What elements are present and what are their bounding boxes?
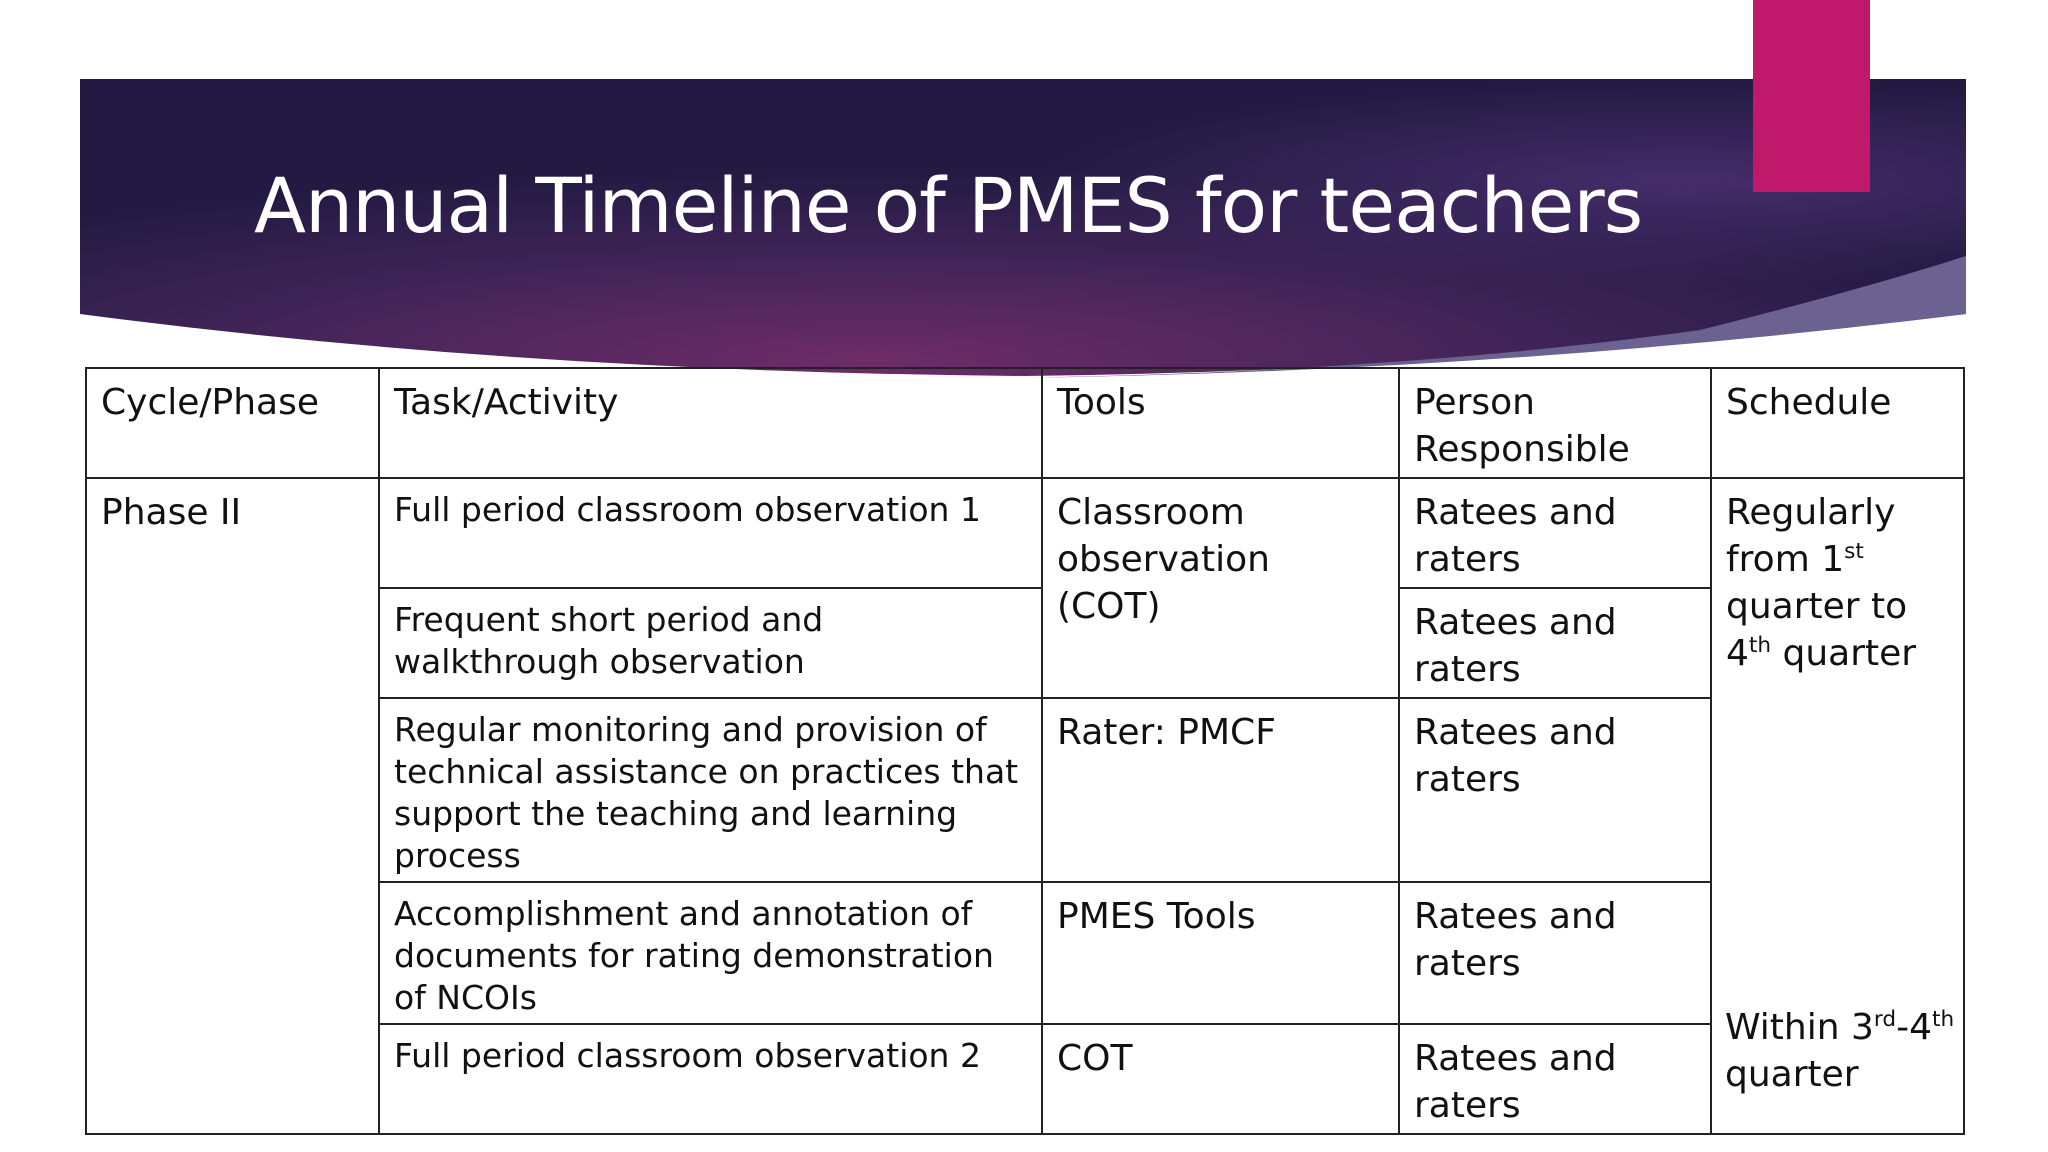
tools-cell: PMES Tools — [1042, 882, 1399, 1024]
header-person-responsible: Person Responsible — [1399, 368, 1711, 478]
header-tools: Tools — [1042, 368, 1399, 478]
header-task-activity: Task/Activity — [379, 368, 1042, 478]
accent-bar — [1753, 0, 1870, 192]
phase-cell: Phase II — [86, 478, 379, 1134]
task-cell: Regular monitoring and provision of technical assistance on practices that support the teaching and learning process — [379, 698, 1042, 882]
header-cycle-phase: Cycle/Phase — [86, 368, 379, 478]
person-cell: Ratees and raters — [1399, 1024, 1711, 1134]
task-cell: Full period classroom observation 2 — [379, 1024, 1042, 1134]
tools-cell: COT — [1042, 1024, 1399, 1134]
person-cell: Ratees and raters — [1399, 478, 1711, 588]
person-cell: Ratees and raters — [1399, 588, 1711, 698]
task-cell: Full period classroom observation 1 — [379, 478, 1042, 588]
header-schedule: Schedule — [1711, 368, 1964, 478]
task-cell: Frequent short period and walkthrough observation — [379, 588, 1042, 698]
header-row — [86, 368, 1964, 478]
schedule-text: Regularly from 1st quarter to 4th quarter — [1726, 492, 1917, 674]
table-row — [86, 478, 1964, 588]
person-cell: Ratees and raters — [1399, 698, 1711, 882]
slide-title: Annual Timeline of PMES for teachers — [254, 161, 1643, 250]
task-cell: Accomplishment and annotation of documents for rating demonstration of NCOIs — [379, 882, 1042, 1024]
timeline-table — [85, 367, 1965, 1135]
tools-cell: Rater: PMCF — [1042, 698, 1399, 882]
schedule-text-2: Within 3rd-4th quarter — [1725, 1007, 1955, 1095]
person-cell: Ratees and raters — [1399, 882, 1711, 1024]
tools-cell: Classroom observation (COT) — [1042, 478, 1399, 698]
